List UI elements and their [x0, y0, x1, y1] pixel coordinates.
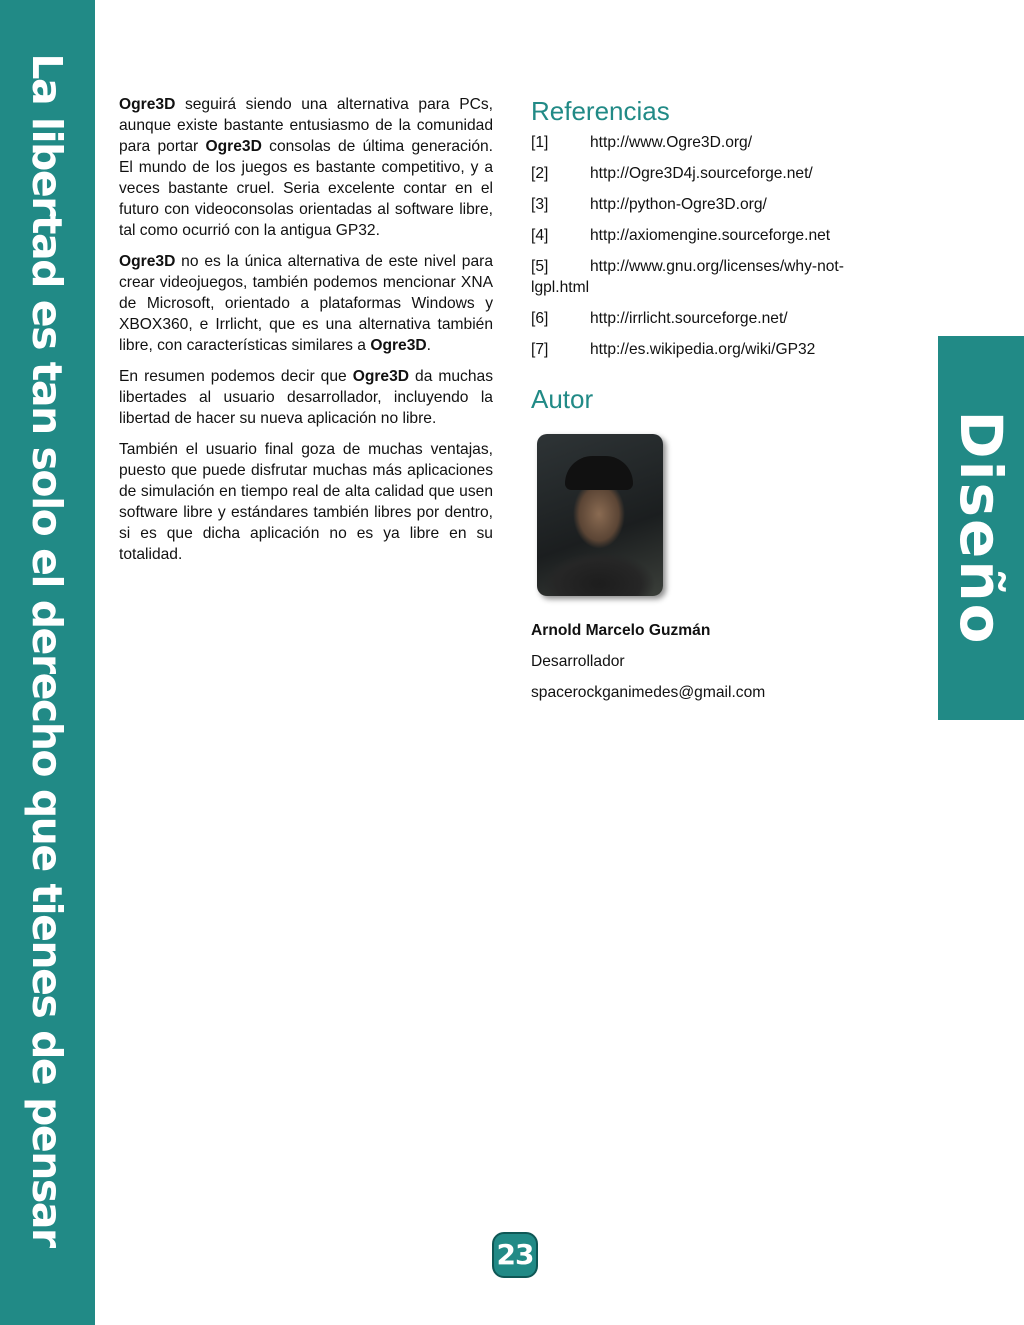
- reference-item[interactable]: [531, 225, 901, 246]
- bold-term: Ogre3D: [119, 96, 176, 113]
- reference-number: [2]: [531, 165, 549, 182]
- reference-item[interactable]: [531, 132, 901, 153]
- paragraph-text: consolas de última generación. El mundo de los juegos es bastante competitivo, y a veces bastante cruel. Seria excelente contar en el futuro con videoconsolas orientadas al software libre, tal como ocurrió con la antigua GP32.: [119, 138, 493, 239]
- author-heading: Autor: [531, 384, 594, 414]
- reference-number: [6]: [531, 310, 549, 327]
- paragraph-text: .: [426, 337, 431, 354]
- references-heading: Referencias: [531, 96, 670, 126]
- paragraph-text: En resumen podemos decir que: [119, 368, 353, 385]
- sidebar-slogan: La libertad es tan solo el derecho que tienes de pensar: [23, 53, 71, 1247]
- reference-item[interactable]: [531, 339, 901, 360]
- author-role: Desarrollador: [531, 653, 625, 670]
- reference-number: [4]: [531, 227, 549, 244]
- author-email[interactable]: spacerockganimedes@gmail.com: [531, 684, 766, 701]
- paragraph-text: da muchas libertades al usuario desarrollador, incluyendo la libertad de hacer su nueva aplicación no libre.: [119, 368, 493, 427]
- reference-number: [3]: [531, 196, 549, 213]
- reference-item[interactable]: [531, 194, 901, 215]
- reference-url[interactable]: http://www.gnu.org/licenses/why-not-lgpl.html: [531, 258, 844, 296]
- bold-term: Ogre3D: [370, 337, 427, 354]
- reference-number: [5]: [531, 258, 549, 275]
- reference-item[interactable]: [531, 256, 891, 298]
- article-column-left: [119, 94, 493, 575]
- reference-item[interactable]: [531, 308, 901, 329]
- bold-term: Ogre3D: [205, 138, 262, 155]
- page-number-badge: 23: [492, 1232, 538, 1278]
- left-sidebar-band: [0, 0, 95, 1325]
- reference-url[interactable]: http://Ogre3D4j.sourceforge.net/: [590, 165, 813, 182]
- paragraph-text: no es la única alternativa de este nivel para crear videojuegos, también podemos mencionar XNA de Microsoft, orientado a plataformas Windows y XBOX360, e Irrlicht, que es una alternativa también libre, con características similares a: [119, 253, 493, 354]
- paragraph-1: [119, 94, 493, 241]
- paragraph-2: [119, 251, 493, 356]
- author-name: Arnold Marcelo Guzmán: [531, 622, 711, 639]
- bold-term: Ogre3D: [352, 368, 410, 385]
- paragraph-3: [119, 366, 493, 429]
- reference-url[interactable]: http://irrlicht.sourceforge.net/: [590, 310, 788, 327]
- bold-term: Ogre3D: [119, 253, 176, 270]
- reference-url[interactable]: http://www.Ogre3D.org/: [590, 134, 753, 151]
- references-list: [531, 132, 901, 360]
- article-column-right: [531, 94, 901, 703]
- author-photo: [537, 434, 663, 596]
- reference-number: [1]: [531, 134, 549, 151]
- paragraph-text: seguirá siendo una alternativa para PCs, aunque existe bastante entusiasmo de la comunidad para portar: [119, 96, 493, 155]
- reference-item[interactable]: [531, 163, 901, 184]
- reference-url[interactable]: http://axiomengine.sourceforge.net: [590, 227, 831, 244]
- paragraph-4: También el usuario final goza de muchas ventajas, puesto que puede disfrutar muchas más aplicaciones de simulación en tiempo real de alta calidad que usen software libre y estándares también libres por dentro, si es que dicha aplicación no es ya libre en su totalidad.: [119, 441, 493, 563]
- reference-number: [7]: [531, 341, 549, 358]
- section-tab-label: Diseño: [947, 410, 1015, 646]
- reference-url[interactable]: http://python-Ogre3D.org/: [590, 196, 767, 213]
- section-tab: [938, 336, 1024, 720]
- reference-url[interactable]: http://es.wikipedia.org/wiki/GP32: [590, 341, 816, 358]
